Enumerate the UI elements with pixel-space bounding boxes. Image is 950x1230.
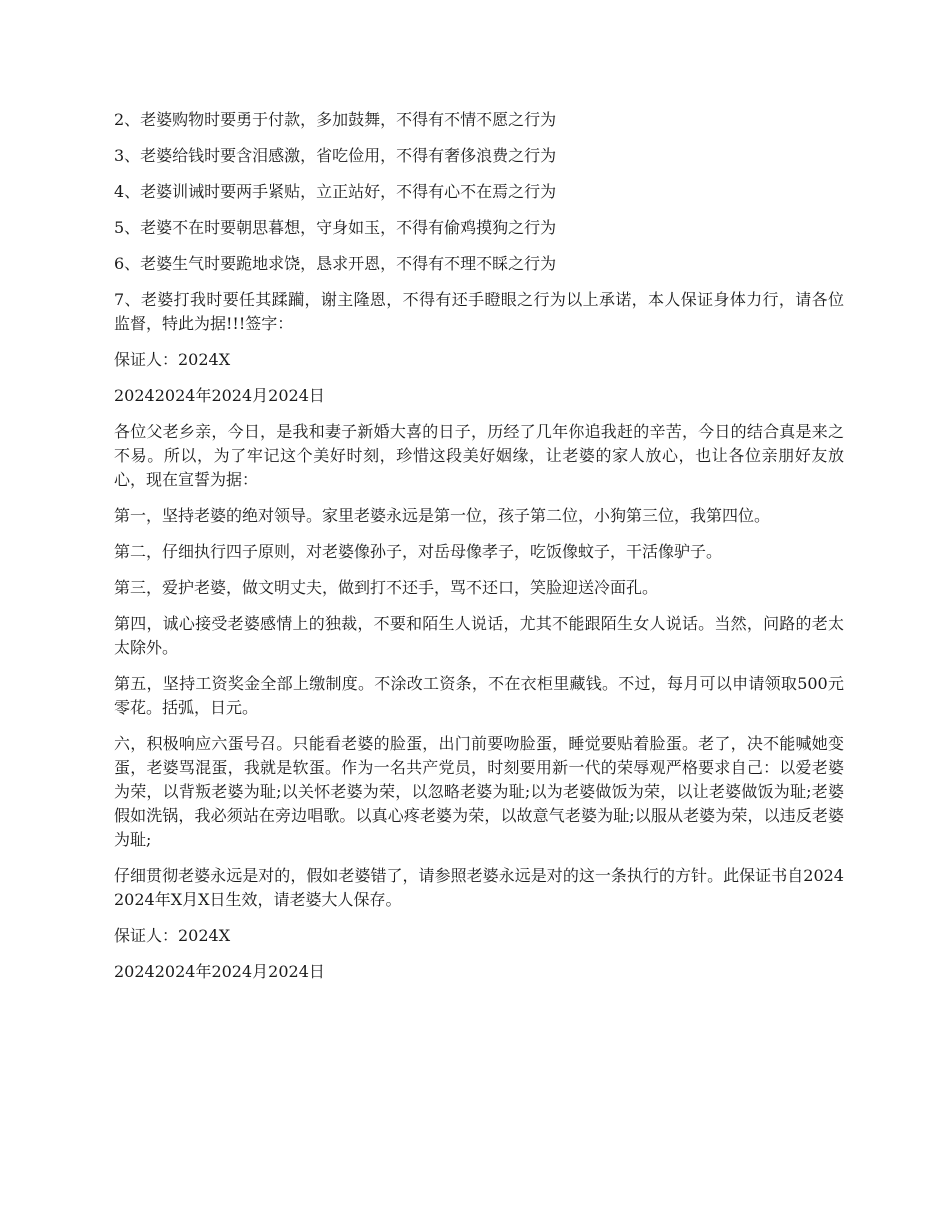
paragraph-fifth: 第五，坚持工资奖金全部上缴制度。不涂改工资条，不在衣柜里藏钱。不过，每月可以申请领取500元零花。括弧，日元。	[114, 674, 844, 717]
guarantor-line-final: 保证人：2024X	[114, 926, 231, 945]
paragraph-fourth: 第四，诚心接受老婆感情上的独裁，不要和陌生人说话，尤其不能跟陌生女人说话。当然，问路的老太太除外。	[114, 614, 844, 657]
paragraph-sixth: 六，积极响应六蛋号召。只能看老婆的脸蛋，出门前要吻脸蛋，睡觉要贴着脸蛋。老了，决不能喊她变蛋，老婆骂混蛋，我就是软蛋。作为一名共产党员，时刻要用新一代的荣辱观严格要求自己：以爱老婆为荣，以背叛老婆为耻;以关怀老婆为荣，以忽略老婆为耻;以为老婆做饭为荣，以让老婆做饭为耻;老婆假如洗锅，我必须站在旁边唱歌。以真心疼老婆为荣，以故意气老婆为耻;以服从老婆为荣，以违反老婆为耻;	[114, 734, 844, 849]
paragraph-rule-7: 7、老婆打我时要任其蹂躏，谢主隆恩，不得有还手瞪眼之行为以上承诺，本人保证身体力行，请各位监督，特此为据!!!签字：	[114, 290, 844, 333]
paragraph-rule-3: 3、老婆给钱时要含泪感激，省吃俭用，不得有奢侈浪费之行为	[114, 146, 557, 165]
paragraph-rule-5: 5、老婆不在时要朝思暮想，守身如玉，不得有偷鸡摸狗之行为	[114, 218, 557, 237]
paragraph-third: 第三，爱护老婆，做文明丈夫，做到打不还手，骂不还口，笑脸迎送冷面孔。	[114, 578, 659, 597]
document-page	[114, 108, 844, 996]
paragraph-rule-4: 4、老婆训诫时要两手紧贴，立正站好，不得有心不在焉之行为	[114, 182, 557, 201]
paragraph-conclusion: 仔细贯彻老婆永远是对的，假如老婆错了，请参照老婆永远是对的这一条执行的方针。此保证书自20242024年X月X日生效，请老婆大人保存。	[114, 866, 844, 909]
paragraph-rule-6: 6、老婆生气时要跪地求饶，恳求开恩，不得有不理不睬之行为	[114, 254, 557, 273]
paragraph-rule-2: 2、老婆购物时要勇于付款，多加鼓舞，不得有不情不愿之行为	[114, 110, 557, 129]
paragraph-first: 第一，坚持老婆的绝对领导。家里老婆永远是第一位，孩子第二位，小狗第三位，我第四位。	[114, 506, 771, 525]
paragraph-intro: 各位父老乡亲，今日，是我和妻子新婚大喜的日子，历经了几年你追我赶的辛苦，今日的结合真是来之不易。所以，为了牢记这个美好时刻，珍惜这段美好姻缘，让老婆的家人放心，也让各位亲朋好友放心，现在宣誓为据：	[114, 422, 844, 489]
date-line-final: 20242024年2024月2024日	[114, 962, 325, 981]
date-line: 20242024年2024月2024日	[114, 386, 325, 405]
guarantor-line: 保证人：2024X	[114, 350, 231, 369]
paragraph-second: 第二，仔细执行四子原则，对老婆像孙子，对岳母像孝子，吃饭像蚊子，干活像驴子。	[114, 542, 723, 561]
